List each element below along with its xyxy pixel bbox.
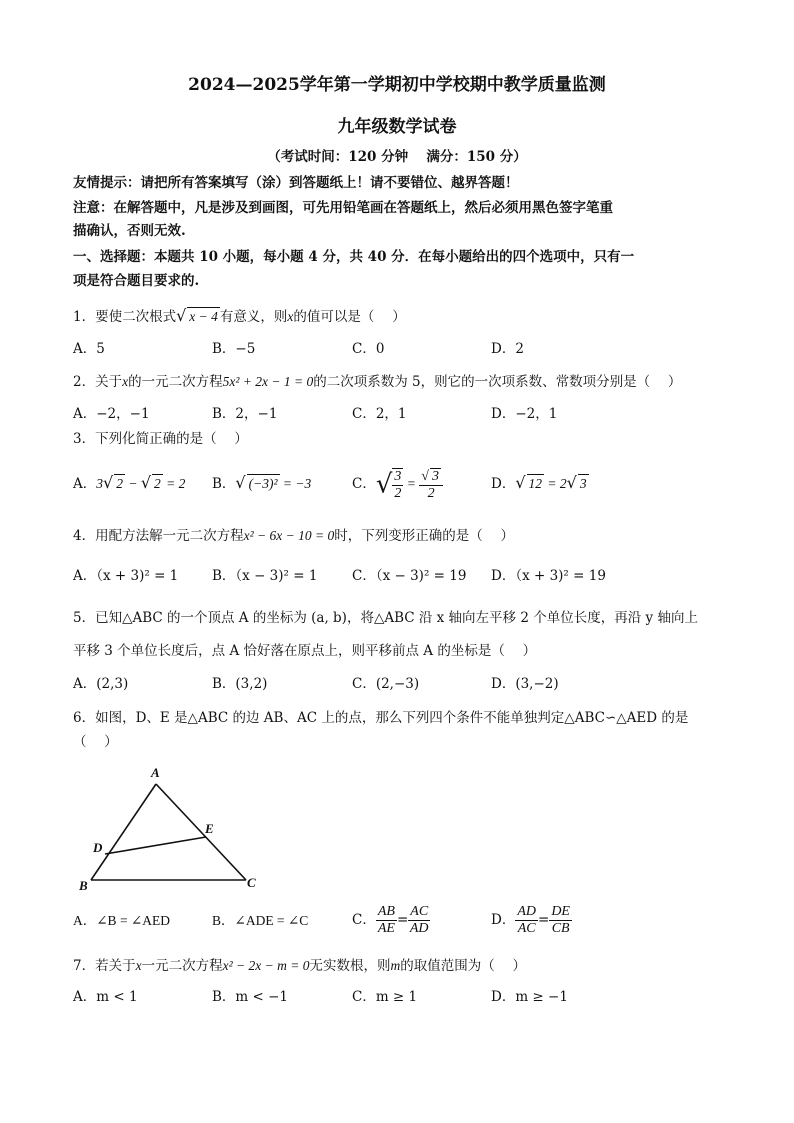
section-heading-line-2: 项是符合题目要求的. <box>73 273 200 289</box>
side-ab <box>91 784 156 880</box>
q1-option-b[interactable]: B．−5 <box>212 341 256 357</box>
question-1-stem: 1．要使二次根式√ x − 4 有意义，则x的值可以是（ ） <box>73 306 406 325</box>
note-line-2: 描确认，否则无效. <box>73 223 186 239</box>
q6-option-c[interactable]: C． $\frac{AB}{AE}$ = $\frac{AC}{AD}$ <box>352 904 429 936</box>
note-line-1: 注意：在解答题中，凡是涉及到画图，可先用铅笔画在答题纸上，然后必须用黑色签字笔重 <box>73 200 613 216</box>
q6-option-a[interactable]: A．∠B = ∠AED <box>73 913 170 928</box>
q2-option-d[interactable]: D．−2，1 <box>491 406 558 422</box>
q1-option-c[interactable]: C．0 <box>352 341 385 357</box>
triangle-figure <box>75 765 275 895</box>
question-5-line-1: 5．已知△ABC 的一个顶点 A 的坐标为 (a, b)，将△ABC 沿 x 轴向左平移 2 个单位长度，再沿 y 轴向上 <box>73 610 698 626</box>
question-4-stem: 4．用配方法解一元二次方程x² − 6x − 10 = 0时，下列变形正确的是（ ） <box>73 528 515 544</box>
q4-option-c[interactable]: C．（x − 3)² = 19 <box>352 568 467 584</box>
q1-option-d[interactable]: D．2 <box>491 341 524 357</box>
side-ac <box>156 784 246 880</box>
q5-option-a[interactable]: A．(2,3) <box>73 676 129 692</box>
segment-de <box>105 837 206 854</box>
q4-option-d[interactable]: D．（x + 3)² = 19 <box>491 568 606 584</box>
q3-option-a[interactable]: A．3√ 2 − √ 2 = 2 <box>73 473 186 492</box>
q1-option-a[interactable]: A．5 <box>73 341 105 357</box>
q4-option-a[interactable]: A．（x + 3)² = 1 <box>73 568 179 584</box>
q6-option-b[interactable]: B．∠ADE = ∠C <box>212 913 309 928</box>
label-a: A <box>151 765 160 780</box>
q5-option-c[interactable]: C．(2,−3) <box>352 676 420 692</box>
q2-option-a[interactable]: A．−2，−1 <box>73 406 150 422</box>
q5-option-b[interactable]: B．(3,2) <box>212 676 268 692</box>
q2-option-c[interactable]: C．2，1 <box>352 406 407 422</box>
friendly-tip: 友情提示：请把所有答案填写（涂）到答题纸上！请不要错位、越界答题！ <box>73 175 519 191</box>
exam-subtitle: 九年级数学试卷 <box>337 117 457 137</box>
q7-option-b[interactable]: B．m < −1 <box>212 989 289 1005</box>
question-6-line-1: 6．如图，D、E 是△ABC 的边 AB、AC 上的点，那么下列四个条件不能单独判定△ABC∽△AED 的是 <box>73 710 689 726</box>
q7-option-c[interactable]: C．m ≥ 1 <box>352 989 418 1005</box>
section-heading-line-1: 一、选择题：本题共 10 小题，每小题 4 分，共 40 分．在每小题给出的四个选项中，只有一 <box>73 249 635 265</box>
question-5-line-2: 平移 3 个单位长度后，点 A 恰好落在原点上，则平移前点 A 的坐标是（ ） <box>73 643 537 659</box>
q2-option-b[interactable]: B．2，−1 <box>212 406 278 422</box>
q7-option-a[interactable]: A．m < 1 <box>73 989 138 1005</box>
q5-option-d[interactable]: D．(3,−2) <box>491 676 559 692</box>
question-2-stem: 2．关于x的一元二次方程5x² + 2x − 1 = 0的二次项系数为 5，则它的一次项系数、常数项分别是（ ） <box>73 374 682 390</box>
exam-title: 2024—2025学年第一学期初中学校期中教学质量监测 <box>188 75 606 95</box>
q3-option-c[interactable]: C．√ $\frac{3}{2}$ = $\frac{√ 3}{2}$ <box>352 462 443 507</box>
q3-option-d[interactable]: D．√ 12 = 2√ 3 <box>491 473 587 492</box>
label-e: E <box>205 821 214 836</box>
label-c: C <box>247 875 256 890</box>
q7-option-d[interactable]: D．m ≥ −1 <box>491 989 568 1005</box>
q4-option-b[interactable]: B．（x − 3)² = 1 <box>212 568 318 584</box>
label-d: D <box>93 840 103 855</box>
exam-info: （考试时间：120 分钟 满分：150 分） <box>267 149 527 165</box>
question-7-stem: 7．若关于x一元二次方程x² − 2x − m = 0无实数根，则m的取值范围为（ ） <box>73 958 527 974</box>
question-3-stem: 3．下列化简正确的是（ ） <box>73 431 248 447</box>
label-b: B <box>79 878 88 893</box>
q6-option-d[interactable]: D． $\frac{AD}{AC}$ = $\frac{DE}{CB}$ <box>491 904 570 936</box>
q3-option-b[interactable]: B．√ (−3)² = −3 <box>212 473 312 492</box>
question-6-line-2: （ ） <box>73 734 118 750</box>
